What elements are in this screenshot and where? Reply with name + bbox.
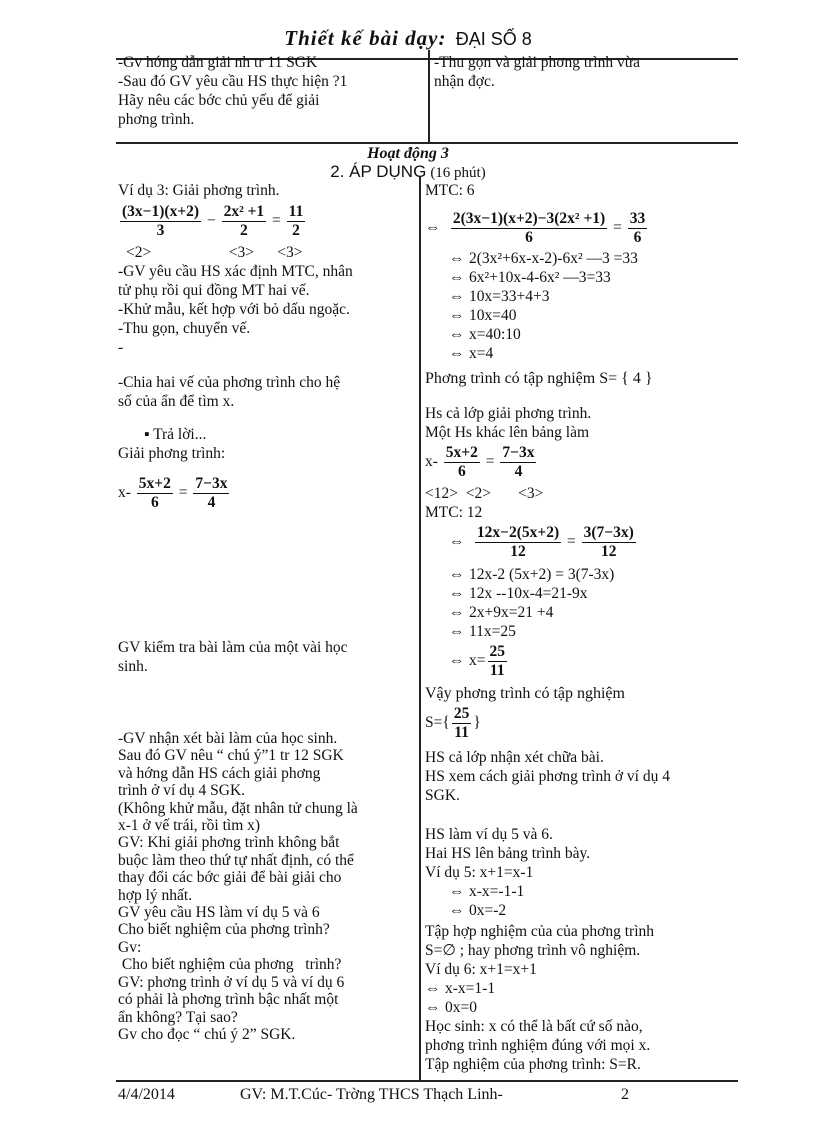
text-line: 10x=33+4+3 — [469, 288, 550, 305]
denominator: 12 — [600, 543, 617, 560]
text-line: 6x²+10x-4-6x² —3=33 — [469, 269, 611, 286]
equivalence-icon: ⇔ — [425, 980, 441, 997]
text-line: S=∅ ; hay phơng trình vô nghiệm. — [425, 942, 641, 959]
text-line: Tập nghiệm của phơng trình: S=R. — [425, 1056, 641, 1073]
denominator: 6 — [150, 494, 159, 511]
text-line: ẩn không? Tại sao? — [118, 1008, 238, 1026]
section-time: (16 phút) — [430, 165, 486, 181]
text-line: hợp lý nhất. — [118, 886, 193, 904]
text-line: tử phụ rồi qui đồng MT hai vế. — [118, 282, 310, 299]
top-left-cell — [118, 53, 423, 129]
header-subject: ĐẠI SỐ 8 — [455, 29, 532, 49]
operator: = — [272, 212, 281, 230]
prefix: x- — [118, 484, 131, 502]
text-line: Ví dụ 5: x+1=x-1 — [425, 864, 534, 881]
numerator: 3(7−3x) — [583, 524, 634, 541]
operator: = — [613, 219, 622, 237]
text-line: HS xem cách giải phơng trình ở ví dụ 4 — [425, 768, 670, 785]
text-line: (Không khử mẫu, đặt nhân tử chung là — [118, 799, 358, 817]
factors: <12> <2> <3> — [425, 485, 544, 502]
operator: − — [206, 212, 216, 230]
equivalence-icon: ⇔ — [449, 652, 465, 670]
section-title: 2. ÁP DỤNG — [330, 162, 427, 181]
mtc-6: MTC: 6 — [425, 182, 475, 199]
text-line: Gv: — [118, 938, 142, 956]
text-line: Hs cả lớp giải phơng trình. — [425, 405, 592, 422]
denominator: 12 — [510, 543, 526, 560]
numerator: 33 — [629, 210, 646, 227]
text-line: Cho biết nghiệm của phơng trình? — [118, 921, 330, 939]
top-divider — [428, 50, 430, 142]
text-line: HS làm ví dụ 5 và 6. — [425, 826, 553, 843]
equivalence-icon: ⇔ — [425, 219, 441, 237]
result-2: Vậy phơng trình có tập nghiệm — [425, 685, 625, 702]
text-line: buộc làm theo thứ tự nhất định, có thể — [118, 851, 354, 869]
numerator: 7−3x — [502, 444, 535, 461]
section-rule — [116, 142, 738, 144]
equation-1 — [118, 203, 414, 240]
text-line: 11x=25 — [469, 623, 516, 640]
page-header — [0, 26, 816, 51]
text-line: -Chia hai vế của phơng trình cho hệ — [118, 374, 341, 391]
equivalence-icon: ⇔ — [449, 307, 465, 324]
text-line: Hai HS lên bảng trình bày. — [425, 845, 591, 862]
equivalence-icon: ⇔ — [449, 269, 465, 286]
numerator: 11 — [288, 203, 304, 220]
text-line: Sau đó GV nêu “ chú ý”1 tr 12 SGK — [118, 747, 344, 765]
text-line: 0x=0 — [445, 999, 477, 1016]
left-check — [118, 638, 414, 676]
equivalence-icon: ⇔ — [449, 566, 465, 583]
text-line: x-1 ở vế trái, rồi tìm x) — [118, 817, 261, 835]
text-line: Tập hợp nghiệm của của phơng trình — [425, 923, 655, 940]
numerator: 7−3x — [195, 475, 228, 492]
numerator: 2(3x−1)(x+2)−3(2x² +1) — [452, 210, 606, 227]
text-line: 12x-2 (5x+2) = 3(7-3x) — [469, 566, 615, 583]
right-column — [425, 181, 735, 1074]
equivalence-icon: ⇔ — [449, 883, 465, 900]
factors: <2> <3> <3> — [126, 244, 303, 261]
page-number: 2 — [621, 1086, 629, 1103]
prefix: S={ — [425, 714, 450, 732]
numerator: 5x+2 — [138, 475, 171, 492]
operator: = — [567, 533, 576, 551]
answer-bullet: ▪ Trả lời... — [144, 426, 207, 443]
operator: = — [485, 453, 495, 471]
text-line: thay đổi các bớc giải để bài giải cho — [118, 869, 342, 887]
denominator: 6 — [457, 463, 466, 480]
numerator: 5x+2 — [445, 444, 478, 461]
equation-right-2 — [425, 444, 735, 481]
denominator: 6 — [525, 229, 533, 246]
denominator: 4 — [207, 494, 216, 511]
prefix: x- — [425, 453, 438, 471]
text-line: sinh. — [118, 658, 148, 675]
suffix: } — [473, 714, 481, 732]
text-line: HS cả lớp nhận xét chữa bài. — [425, 749, 604, 766]
equation-right-3 — [425, 524, 735, 561]
text-line: phơng trình nghiệm đúng với mọi x. — [425, 1037, 651, 1054]
text-line: -GV nhận xét bài làm của học sinh. — [118, 730, 338, 747]
text-line: GV: Khi giải phơng trình không bắt — [118, 834, 340, 852]
text-line: -Thu gọn và giải phơng trình vừa — [434, 54, 641, 71]
footer-author: GV: M.T.Cúc- Trờng THCS Thạch Linh- — [240, 1086, 503, 1103]
text-line: SGK. — [425, 787, 460, 804]
text-line: 12x --10x-4=21-9x — [469, 585, 588, 602]
section-heading — [0, 145, 816, 182]
equivalence-icon: ⇔ — [449, 623, 465, 640]
left-notes — [118, 730, 414, 1043]
text-line: Ví dụ 6: x+1=x+1 — [425, 961, 537, 978]
denominator: 11 — [489, 662, 505, 679]
text-line: có phải là phơng trình bậc nhất một — [118, 991, 339, 1009]
operator: = — [178, 484, 188, 502]
equivalence-icon: ⇔ — [449, 604, 465, 621]
numerator: 25 — [489, 643, 505, 660]
numerator: 12x−2(5x+2) — [476, 524, 560, 541]
text-line: 2x+9x=21 +4 — [469, 604, 554, 621]
equivalence-icon: ⇔ — [449, 288, 465, 305]
footer-rule — [116, 1080, 738, 1082]
prefix: x= — [469, 652, 486, 670]
text-line: -Gv hớng dẫn giải nh tr 11 SGK — [118, 54, 318, 71]
text-line: GV yêu cầu HS làm ví dụ 5 và 6 — [118, 904, 320, 922]
numerator: (3x−1)(x+2) — [122, 203, 200, 220]
equivalence-icon: ⇔ — [449, 585, 465, 602]
left-column — [118, 181, 414, 512]
equivalence-icon: ⇔ — [449, 250, 465, 267]
solution-set — [425, 705, 735, 742]
footer-date: 4/4/2014 — [118, 1086, 175, 1103]
text-line: -GV yêu cầu HS xác định MTC, nhân — [118, 263, 353, 280]
top-right-cell — [434, 53, 734, 91]
denominator: 3 — [156, 222, 165, 239]
text-line: x=40:10 — [469, 326, 521, 343]
text-line: -Sau đó GV yêu cầu HS thực hiện ?1 — [118, 73, 348, 90]
text-line: GV: phơng trình ở ví dụ 5 và ví dụ 6 — [118, 973, 345, 991]
text-line: trình ở ví dụ 4 SGK. — [118, 782, 246, 800]
numerator: 25 — [453, 705, 470, 722]
denominator: 6 — [633, 229, 642, 246]
text-line: Cho biết nghiệm của phơng trình? — [118, 956, 342, 974]
text-line: x-x=-1-1 — [469, 883, 525, 900]
equation-2 — [118, 475, 414, 512]
denominator: 2 — [292, 222, 300, 239]
equation-right-1 — [425, 210, 735, 247]
equivalence-icon: ⇔ — [449, 326, 465, 343]
text-line: GV kiểm tra bài làm của một vài học — [118, 639, 348, 656]
numerator: 2x² +1 — [223, 203, 265, 220]
text-line: nhận đợc. — [434, 73, 495, 90]
text-line: phơng trình. — [118, 111, 195, 128]
header-script: Thiết kế bài dạy: — [284, 26, 447, 50]
text-line: - — [118, 339, 124, 356]
text-line: -Khử mẫu, kết hợp với bỏ dấu ngoặc. — [118, 301, 350, 318]
text-line: và hớng dẫn HS cách giải phơng — [118, 764, 321, 782]
text-line: Hãy nêu các bớc chủ yếu để giải — [118, 92, 320, 109]
example-3-title: Ví dụ 3: Giải phơng trình. — [118, 182, 280, 199]
text-line: -Thu gọn, chuyển vế. — [118, 320, 251, 337]
text-line: 10x=40 — [469, 307, 517, 324]
denominator: 4 — [514, 463, 523, 480]
activity-title: Hoạt động 3 — [367, 145, 449, 162]
text-line: Một Hs khác lên bảng làm — [425, 424, 590, 441]
equivalence-icon: ⇔ — [449, 345, 465, 362]
equivalence-icon: ⇔ — [449, 902, 465, 919]
column-divider — [419, 176, 421, 1081]
mtc-12: MTC: 12 — [425, 504, 483, 521]
equivalence-icon: ⇔ — [425, 999, 441, 1016]
text-line: Gv cho đọc “ chú ý 2” SGK. — [118, 1025, 296, 1043]
text-line: số của ẩn để tìm x. — [118, 393, 235, 410]
text-line: 0x=-2 — [469, 902, 507, 919]
text-line: x=4 — [469, 345, 494, 362]
text-line: x-x=1-1 — [445, 980, 496, 997]
text-line: Học sinh: x có thể là bất cứ số nào, — [425, 1018, 643, 1035]
equivalence-icon: ⇔ — [449, 533, 465, 551]
text-line: Giải phơng trình: — [118, 445, 226, 462]
result-1: Phơng trình có tập nghiệm S= { 4 } — [425, 370, 653, 387]
text-line: 2(3x²+6x-x-2)-6x² —3 =33 — [469, 250, 638, 267]
denominator: 11 — [454, 724, 469, 741]
denominator: 2 — [239, 222, 248, 239]
